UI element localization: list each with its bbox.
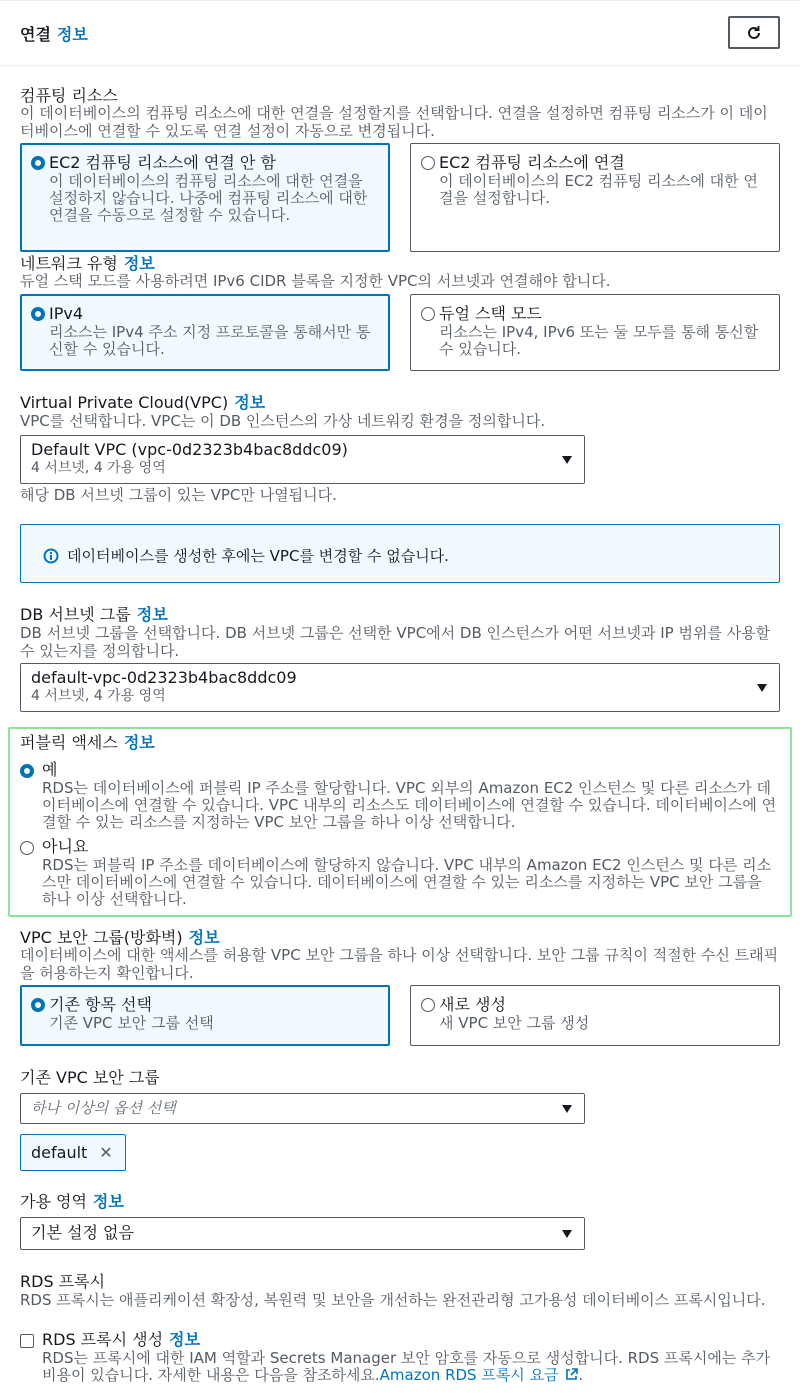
radio-unselected[interactable] — [421, 156, 435, 170]
subnet-label-text: DB 서브넷 그룹 — [20, 605, 131, 624]
public-no-desc: RDS는 퍼블릭 IP 주소를 데이터베이스에 할당하지 않습니다. VPC 내부의 Amazon EC2 인스턴스 및 다른 리소스만 데이터베이스에 연결할 수 있습니다. 데이터베이스에 연결할 수 있는 리소스를 지정하는 VPC 보안 그룹을 하나 이상 선택합니다. — [42, 856, 772, 908]
radio-selected[interactable] — [31, 156, 45, 170]
sg-opt2-title: 새로 생성 — [439, 995, 506, 1014]
info-link[interactable]: 정보 — [169, 1330, 200, 1349]
section-header — [0, 0, 800, 66]
radio-selected[interactable] — [31, 307, 45, 321]
info-link[interactable]: 정보 — [136, 605, 168, 624]
network-desc: 듀얼 스택 모드를 사용하려면 IPv6 CIDR 블록을 지정한 VPC의 서브넷과 연결해야 합니다. — [20, 272, 611, 290]
vpc-hint: 해당 DB 서브넷 그룹이 있는 VPC만 나열됩니다. — [20, 486, 337, 504]
subnet-select-value: default-vpc-0d2323b4bac8ddc09 — [31, 668, 297, 687]
vpc-select-sub: 4 서브넷, 4 가용 영역 — [31, 460, 166, 476]
proxy-checkbox-label: RDS 프록시 생성 — [42, 1330, 164, 1349]
info-link[interactable]: 정보 — [234, 393, 266, 412]
network-opt1-title: IPv4 — [49, 304, 84, 323]
vpc-select[interactable] — [20, 435, 585, 484]
info-link[interactable]: 정보 — [123, 733, 155, 752]
sg-desc: 데이터베이스에 대한 액세스를 허용할 VPC 보안 그룹을 하나 이상 선택합니다. 보안 그룹 규칙이 적절한 수신 트래픽을 허용하는지 확인합니다. — [20, 946, 779, 982]
radio-unselected[interactable] — [20, 841, 34, 855]
public-yes-title: 예 — [42, 760, 58, 779]
az-select-value: 기본 설정 없음 — [31, 1223, 134, 1242]
sg-option-existing[interactable] — [20, 985, 390, 1046]
sg-label — [20, 928, 220, 948]
compute-label: 컴퓨팅 리소스 — [20, 86, 118, 105]
compute-desc: 이 데이터베이스의 컴퓨팅 리소스에 대한 연결을 설정할지를 선택합니다. 연결을 설정하면 컴퓨팅 리소스가 이 데이터베이스에 연결할 수 있도록 연결 설정이 자동으로 변경됩니다. — [20, 104, 768, 140]
public-label-text: 퍼블릭 액세스 — [20, 733, 118, 752]
public-label — [20, 733, 155, 753]
subnet-select-sub: 4 서브넷, 4 가용 영역 — [31, 688, 166, 704]
section-title — [20, 22, 88, 45]
public-no-title: 아니요 — [42, 837, 89, 856]
alert-text: 데이터베이스를 생성한 후에는 VPC를 변경할 수 없습니다. — [67, 547, 449, 565]
network-option-dual-stack[interactable] — [410, 294, 780, 371]
proxy-checkbox-row[interactable] — [20, 1330, 780, 1384]
info-link[interactable]: 정보 — [92, 1192, 124, 1211]
vpc-select-value: Default VPC (vpc-0d2323b4bac8ddc09) — [31, 440, 348, 459]
compute-option-no-connect[interactable] — [20, 143, 390, 252]
network-opt2-desc: 리소스는 IPv4, IPv6 또는 둘 모두를 통해 통신할 수 있습니다. — [439, 323, 759, 358]
proxy-checkbox-desc: RDS는 프록시에 대한 IAM 역할과 Secrets Manager 보안 암호를 자동으로 생성합니다. RDS 프록시에는 추가 비용이 있습니다. 자세한 내용은 다음을 참조하세요. — [42, 1349, 771, 1384]
public-yes-desc: RDS는 데이터베이스에 퍼블릭 IP 주소를 할당합니다. VPC 외부의 Amazon EC2 인스턴스 및 다른 리소스가 데이터베이스에 연결할 수 있습니다. VPC 내부의 리소스도 데이터베이스에 연결할 수 있습니다. 데이터베이스에 연결할 수 있는 리소스를 지정하는 VPC 보안 그룹을 하나 이상 선택합니다. — [42, 779, 777, 831]
sg-opt1-title: 기존 항목 선택 — [49, 995, 152, 1014]
refresh-icon — [745, 24, 763, 42]
subnet-label — [20, 605, 168, 625]
existing-sg-select[interactable] — [20, 1093, 585, 1124]
info-alert — [20, 524, 780, 583]
compute-opt1-desc: 이 데이터베이스의 컴퓨팅 리소스에 대한 연결을 설정하지 않습니다. 나중에 컴퓨팅 리소스에 대한 연결을 수동으로 설정할 수 있습니다. — [49, 172, 368, 224]
caret-down-icon — [562, 1230, 572, 1238]
radio-selected[interactable] — [31, 998, 45, 1012]
sg-token-label: default — [31, 1143, 88, 1162]
compute-opt2-title: EC2 컴퓨팅 리소스에 연결 — [439, 153, 625, 172]
vpc-label — [20, 393, 265, 413]
radio-unselected[interactable] — [421, 307, 435, 321]
info-link[interactable]: 정보 — [188, 928, 220, 947]
compute-opt1-title: EC2 컴퓨팅 리소스에 연결 안 함 — [49, 153, 276, 172]
network-label — [20, 254, 155, 274]
existing-sg-label: 기존 VPC 보안 그룹 — [20, 1068, 160, 1087]
proxy-label: RDS 프록시 — [20, 1272, 106, 1291]
caret-down-icon — [562, 1105, 572, 1113]
sg-token — [20, 1134, 126, 1171]
az-select[interactable] — [20, 1217, 585, 1250]
vpc-desc: VPC를 선택합니다. VPC는 이 DB 인스턴스의 가상 네트워킹 환경을 정의합니다. — [20, 412, 546, 430]
sg-label-text: VPC 보안 그룹(방화벽) — [20, 928, 183, 947]
proxy-checkbox[interactable] — [20, 1334, 34, 1348]
proxy-period: . — [578, 1366, 584, 1384]
refresh-button[interactable] — [728, 16, 780, 49]
info-link[interactable]: 정보 — [56, 25, 88, 44]
public-option-yes[interactable] — [20, 760, 780, 831]
external-link-icon[interactable] — [565, 1368, 578, 1381]
vpc-label-text: Virtual Private Cloud(VPC) — [20, 393, 229, 412]
sg-opt1-desc: 기존 VPC 보안 그룹 선택 — [49, 1014, 214, 1032]
caret-down-icon — [562, 456, 572, 464]
compute-option-connect[interactable] — [410, 143, 780, 252]
section-title-text: 연결 — [20, 25, 51, 44]
info-link[interactable]: 정보 — [123, 254, 155, 273]
compute-opt2-desc: 이 데이터베이스의 EC2 컴퓨팅 리소스에 대한 연결을 설정합니다. — [439, 172, 758, 207]
rds-proxy-pricing-link[interactable]: Amazon RDS 프록시 요금 — [379, 1366, 559, 1384]
az-label — [20, 1192, 124, 1212]
radio-selected[interactable] — [20, 764, 34, 778]
sg-opt2-desc: 새 VPC 보안 그룹 생성 — [439, 1014, 590, 1032]
network-option-ipv4[interactable] — [20, 294, 390, 371]
close-icon[interactable]: ✕ — [99, 1143, 113, 1162]
info-icon — [43, 548, 59, 564]
subnet-select[interactable] — [20, 663, 780, 712]
az-label-text: 가용 영역 — [20, 1192, 87, 1211]
network-opt2-title: 듀얼 스택 모드 — [439, 304, 542, 323]
subnet-desc: DB 서브넷 그룹을 선택합니다. DB 서브넷 그룹은 선택한 VPC에서 DB 인스턴스가 어떤 서브넷과 IP 범위를 사용할 수 있는지를 정의합니다. — [20, 624, 771, 660]
caret-down-icon — [757, 684, 767, 692]
sg-option-new[interactable] — [410, 985, 780, 1046]
network-label-text: 네트워크 유형 — [20, 254, 118, 273]
radio-unselected[interactable] — [421, 998, 435, 1012]
public-option-no[interactable] — [20, 837, 780, 908]
proxy-desc: RDS 프록시는 애플리케이션 확장성, 복원력 및 보안을 개선하는 완전관리형 고가용성 데이터베이스 프록시입니다. — [20, 1291, 766, 1309]
network-opt1-desc: 리소스는 IPv4 주소 지정 프로토콜을 통해서만 통신할 수 있습니다. — [49, 323, 371, 358]
existing-sg-placeholder: 하나 이상의 옵션 선택 — [31, 1099, 176, 1117]
